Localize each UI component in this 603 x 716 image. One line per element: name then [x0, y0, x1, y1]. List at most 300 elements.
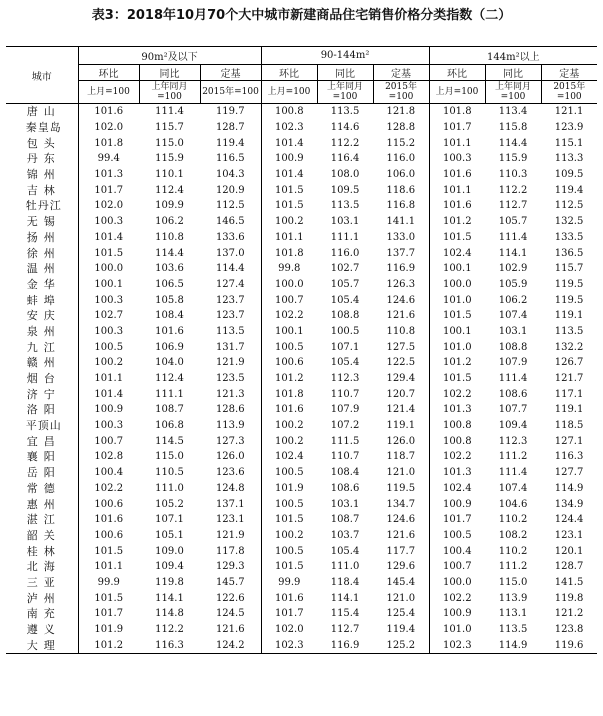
table-row: [6, 402, 597, 418]
index-value: 101.4: [274, 137, 304, 149]
index-value: 109.4: [498, 420, 528, 432]
index-value: 102.7: [330, 263, 360, 275]
index-value: 115.0: [498, 576, 528, 588]
index-value: 107.2: [330, 420, 360, 432]
index-value: 121.9: [200, 528, 261, 544]
table-row: [6, 559, 597, 575]
index-value: 119.5: [554, 278, 584, 290]
index-value: 100.1: [274, 325, 304, 337]
index-value: 119.1: [554, 310, 584, 322]
index-value: 100.3: [94, 420, 124, 432]
index-value: 100.2: [274, 435, 304, 447]
index-value: 113.5: [498, 624, 528, 636]
index-value: 103.1: [330, 216, 360, 228]
index-value: 112.2: [498, 184, 528, 196]
index-value: 137.0: [200, 245, 261, 261]
index-value: 116.8: [373, 198, 429, 214]
index-value: 103.1: [498, 325, 528, 337]
index-value: 132.2: [554, 341, 584, 353]
index-value: 110.3: [498, 169, 528, 181]
index-value: 121.9: [200, 355, 261, 371]
index-value: 115.9: [498, 153, 528, 165]
table-row: [6, 261, 597, 277]
index-value: 115.2: [373, 135, 429, 151]
city-name: 大理: [6, 637, 78, 653]
index-value: 126.3: [373, 277, 429, 293]
index-value: 112.7: [498, 200, 528, 212]
index-value: 109.4: [155, 561, 184, 573]
index-value: 124.5: [200, 606, 261, 622]
index-value: 119.4: [200, 135, 261, 151]
index-value: 110.2: [498, 545, 528, 557]
city-name: 包头: [6, 135, 78, 151]
index-value: 100.0: [442, 576, 472, 588]
index-value: 108.8: [330, 310, 360, 322]
index-value: 119.7: [200, 104, 261, 120]
index-value: 100.1: [442, 263, 472, 275]
table-row: [6, 120, 597, 136]
index-value: 101.7: [94, 184, 124, 196]
index-value: 101.6: [155, 325, 184, 337]
base-header: 上月=100: [261, 81, 317, 104]
city-name: 蚌埠: [6, 292, 78, 308]
metric-header: 环比: [261, 65, 317, 81]
table-body: [6, 104, 597, 654]
index-value: 105.4: [330, 545, 360, 557]
index-value: 111.4: [498, 467, 528, 479]
metric-header: 同比: [139, 65, 200, 81]
index-value: 100.7: [94, 435, 124, 447]
index-value: 113.9: [498, 592, 528, 604]
index-value: 110.2: [498, 514, 528, 526]
index-value: 121.0: [373, 590, 429, 606]
index-value: 117.1: [554, 388, 584, 400]
table-row: [6, 590, 597, 606]
group-header-small: 90m²及以下: [78, 47, 261, 65]
index-value: 127.4: [200, 277, 261, 293]
index-value: 107.4: [498, 482, 528, 494]
table-row: [6, 292, 597, 308]
index-value: 108.4: [330, 467, 360, 479]
index-value: 100.5: [274, 341, 304, 353]
index-value: 108.7: [155, 404, 184, 416]
index-value: 116.3: [155, 639, 184, 651]
index-value: 109.5: [554, 169, 584, 181]
metric-header: 环比: [78, 65, 139, 81]
table-row: [6, 575, 597, 591]
table-row: [6, 339, 597, 355]
index-value: 128.7: [200, 120, 261, 136]
index-value: 113.4: [498, 106, 528, 118]
index-value: 114.6: [330, 122, 360, 134]
index-value: 133.5: [554, 231, 584, 243]
index-value: 102.2: [94, 482, 124, 494]
index-value: 132.5: [554, 216, 584, 228]
index-value: 101.9: [94, 624, 124, 636]
index-value: 114.1: [498, 247, 528, 259]
city-name: 三亚: [6, 575, 78, 591]
index-value: 112.4: [155, 373, 184, 385]
index-value: 112.7: [330, 624, 360, 636]
index-value: 121.6: [373, 528, 429, 544]
base-header: 上月=100: [78, 81, 139, 104]
index-value: 99.9: [97, 576, 120, 588]
index-value: 112.5: [200, 198, 261, 214]
table-row: [6, 622, 597, 638]
index-value: 100.1: [94, 278, 124, 290]
table-row: [6, 135, 597, 151]
index-value: 101.9: [274, 482, 304, 494]
index-value: 123.6: [200, 465, 261, 481]
index-value: 116.9: [373, 261, 429, 277]
index-value: 123.7: [200, 308, 261, 324]
index-value: 112.3: [330, 373, 360, 385]
base-header: 2015年=100: [200, 81, 261, 104]
index-value: 117.7: [373, 543, 429, 559]
index-value: 134.9: [554, 498, 584, 510]
index-value: 105.4: [330, 294, 360, 306]
group-header-large: 144m²以上: [429, 47, 597, 65]
index-value: 110.1: [155, 169, 184, 181]
index-value: 100.3: [94, 294, 124, 306]
index-value: 100.5: [274, 498, 304, 510]
index-value: 137.1: [200, 496, 261, 512]
index-value: 113.5: [554, 325, 584, 337]
index-value: 100.3: [442, 153, 472, 165]
index-value: 108.7: [330, 514, 360, 526]
city-name: 南充: [6, 606, 78, 622]
index-value: 121.7: [554, 373, 584, 385]
index-value: 101.5: [94, 247, 124, 259]
table-row: [6, 433, 597, 449]
city-name: 温州: [6, 261, 78, 277]
index-value: 105.1: [155, 529, 184, 541]
index-value: 99.4: [97, 153, 120, 165]
index-value: 101.4: [274, 169, 304, 181]
index-value: 101.7: [442, 122, 472, 134]
index-value: 124.4: [554, 514, 584, 526]
index-value: 105.2: [155, 498, 184, 510]
index-value: 101.2: [274, 373, 304, 385]
index-value: 133.0: [373, 230, 429, 246]
index-value: 121.1: [554, 106, 584, 118]
city-name: 安庆: [6, 308, 78, 324]
index-value: 108.0: [330, 169, 360, 181]
index-value: 101.7: [274, 608, 304, 620]
index-value: 116.0: [373, 151, 429, 167]
index-value: 101.5: [442, 310, 472, 322]
base-header: 上年同月=100: [317, 81, 373, 104]
index-value: 100.4: [442, 545, 472, 557]
index-value: 116.4: [330, 153, 360, 165]
table-row: [6, 214, 597, 230]
index-value: 145.4: [373, 575, 429, 591]
index-value: 116.9: [330, 639, 360, 651]
index-value: 111.2: [498, 451, 528, 463]
table-row: [6, 637, 597, 653]
index-value: 100.2: [274, 216, 304, 228]
index-value: 145.7: [200, 575, 261, 591]
table-row: [6, 277, 597, 293]
table-row: [6, 449, 597, 465]
index-value: 101.3: [442, 467, 472, 479]
index-value: 102.4: [274, 451, 304, 463]
index-value: 115.0: [155, 451, 184, 463]
index-value: 100.5: [274, 467, 304, 479]
index-value: 106.8: [155, 420, 184, 432]
index-value: 121.3: [200, 386, 261, 402]
metric-header: 同比: [485, 65, 541, 81]
index-value: 108.4: [155, 310, 184, 322]
index-value: 119.5: [373, 481, 429, 497]
index-value: 100.8: [274, 106, 304, 118]
index-value: 141.5: [554, 576, 584, 588]
index-value: 127.7: [554, 467, 584, 479]
index-value: 104.3: [200, 167, 261, 183]
index-value: 128.8: [373, 120, 429, 136]
index-value: 101.5: [94, 545, 124, 557]
index-value: 123.1: [200, 512, 261, 528]
index-value: 114.4: [200, 261, 261, 277]
index-value: 121.0: [373, 465, 429, 481]
city-name: 牡丹江: [6, 198, 78, 214]
index-value: 118.7: [373, 449, 429, 465]
metric-header: 定基: [200, 65, 261, 81]
index-value: 101.5: [274, 561, 304, 573]
city-name: 赣州: [6, 355, 78, 371]
index-value: 112.2: [155, 624, 184, 636]
index-value: 133.6: [200, 230, 261, 246]
index-value: 125.2: [373, 637, 429, 653]
index-value: 119.4: [554, 184, 584, 196]
index-value: 106.9: [155, 341, 184, 353]
index-value: 102.3: [442, 639, 472, 651]
index-value: 108.6: [498, 388, 528, 400]
index-value: 118.4: [330, 576, 360, 588]
index-value: 122.6: [200, 590, 261, 606]
city-name: 襄阳: [6, 449, 78, 465]
table-row: [6, 198, 597, 214]
index-value: 100.5: [94, 341, 124, 353]
city-name: 湛江: [6, 512, 78, 528]
index-value: 101.5: [442, 373, 472, 385]
index-value: 100.0: [442, 278, 472, 290]
index-value: 102.3: [274, 122, 304, 134]
index-value: 100.5: [330, 325, 360, 337]
index-value: 101.6: [442, 200, 472, 212]
index-value: 113.5: [330, 106, 360, 118]
index-value: 120.7: [373, 386, 429, 402]
index-value: 124.6: [373, 292, 429, 308]
index-value: 114.4: [498, 137, 528, 149]
city-name: 韶关: [6, 528, 78, 544]
index-value: 120.9: [200, 182, 261, 198]
index-value: 101.6: [274, 592, 304, 604]
index-value: 110.7: [330, 451, 360, 463]
index-value: 107.1: [155, 514, 184, 526]
city-name: 烟台: [6, 371, 78, 387]
table-row: [6, 418, 597, 434]
index-value: 131.7: [200, 339, 261, 355]
index-value: 115.7: [155, 122, 184, 134]
index-value: 119.4: [373, 622, 429, 638]
index-value: 124.6: [373, 512, 429, 528]
index-value: 110.8: [373, 324, 429, 340]
index-value: 124.8: [200, 481, 261, 497]
index-value: 107.4: [498, 310, 528, 322]
table-row: [6, 543, 597, 559]
table-row: [6, 481, 597, 497]
index-value: 111.5: [330, 435, 360, 447]
index-value: 115.1: [554, 137, 584, 149]
city-name: 平顶山: [6, 418, 78, 434]
city-name: 北海: [6, 559, 78, 575]
index-value: 123.9: [554, 122, 584, 134]
index-value: 114.4: [155, 247, 184, 259]
index-value: 101.6: [94, 514, 124, 526]
table-row: [6, 230, 597, 246]
index-value: 101.5: [442, 231, 472, 243]
city-name: 秦皇岛: [6, 120, 78, 136]
table-row: [6, 371, 597, 387]
index-value: 101.0: [442, 341, 472, 353]
index-value: 108.6: [330, 482, 360, 494]
city-name: 泸州: [6, 590, 78, 606]
index-value: 137.7: [373, 245, 429, 261]
index-value: 100.2: [274, 420, 304, 432]
city-name: 扬州: [6, 230, 78, 246]
index-value: 101.7: [94, 608, 124, 620]
index-value: 110.5: [155, 467, 184, 479]
index-value: 127.1: [554, 435, 584, 447]
index-value: 102.9: [498, 263, 528, 275]
index-value: 101.1: [94, 373, 124, 385]
index-value: 106.2: [155, 216, 184, 228]
index-value: 100.0: [274, 278, 304, 290]
index-value: 121.2: [554, 608, 584, 620]
index-value: 109.9: [155, 200, 184, 212]
index-value: 119.8: [155, 576, 184, 588]
index-value: 119.1: [554, 404, 584, 416]
index-value: 100.5: [274, 545, 304, 557]
index-value: 101.8: [94, 137, 124, 149]
index-value: 109.5: [330, 184, 360, 196]
index-value: 118.5: [554, 420, 584, 432]
index-value: 119.6: [554, 639, 584, 651]
metric-header: 定基: [541, 65, 597, 81]
index-value: 108.8: [498, 341, 528, 353]
index-value: 100.2: [274, 529, 304, 541]
index-value: 100.5: [442, 529, 472, 541]
index-value: 99.9: [278, 576, 301, 588]
index-value: 113.1: [498, 608, 528, 620]
table-row: [6, 308, 597, 324]
index-value: 129.3: [200, 559, 261, 575]
index-value: 125.4: [373, 606, 429, 622]
table-row: [6, 151, 597, 167]
city-name: 岳阳: [6, 465, 78, 481]
city-name: 遵义: [6, 622, 78, 638]
index-value: 105.8: [155, 294, 184, 306]
base-header: 上月=100: [429, 81, 485, 104]
index-value: 112.3: [498, 435, 528, 447]
base-header: 上年同月=100: [139, 81, 200, 104]
index-value: 102.0: [94, 200, 124, 212]
table-row: [6, 245, 597, 261]
index-value: 106.0: [373, 167, 429, 183]
index-value: 105.7: [498, 216, 528, 228]
index-value: 127.5: [373, 339, 429, 355]
index-value: 101.8: [274, 388, 304, 400]
table-row: [6, 512, 597, 528]
index-value: 107.9: [330, 404, 360, 416]
base-header: 2015年=100: [373, 81, 429, 104]
base-header: 2015年=100: [541, 81, 597, 104]
index-value: 118.6: [373, 182, 429, 198]
index-value: 129.6: [373, 559, 429, 575]
city-name: 泉州: [6, 324, 78, 340]
index-value: 117.8: [200, 543, 261, 559]
index-value: 111.4: [498, 231, 528, 243]
index-value: 122.5: [373, 355, 429, 371]
index-value: 100.8: [442, 435, 472, 447]
index-value: 134.7: [373, 496, 429, 512]
table-row: [6, 104, 597, 120]
index-value: 121.6: [373, 308, 429, 324]
price-index-table: [6, 46, 597, 654]
index-value: 107.9: [498, 357, 528, 369]
city-name: 济宁: [6, 386, 78, 402]
city-name: 锦州: [6, 167, 78, 183]
index-value: 111.1: [155, 388, 184, 400]
index-value: 100.9: [94, 404, 124, 416]
index-value: 128.6: [200, 402, 261, 418]
metric-header: 定基: [373, 65, 429, 81]
index-value: 101.4: [94, 388, 124, 400]
index-value: 101.1: [274, 231, 304, 243]
base-header-row: [6, 81, 597, 104]
index-value: 110.7: [330, 388, 360, 400]
index-value: 101.3: [442, 404, 472, 416]
index-value: 115.9: [155, 153, 184, 165]
index-value: 111.4: [498, 373, 528, 385]
table-row: [6, 182, 597, 198]
index-value: 102.0: [94, 122, 124, 134]
table-title: 表3：2018年10月70个大中城市新建商品住宅销售价格分类指数（二）: [91, 8, 512, 23]
index-value: 100.2: [94, 357, 124, 369]
index-value: 100.7: [274, 294, 304, 306]
index-value: 103.7: [330, 529, 360, 541]
index-value: 100.6: [94, 529, 124, 541]
index-value: 109.0: [155, 545, 184, 557]
index-value: 146.5: [200, 214, 261, 230]
index-value: 103.6: [155, 263, 184, 275]
table-row: [6, 167, 597, 183]
index-value: 123.1: [554, 529, 584, 541]
index-value: 101.6: [274, 404, 304, 416]
city-name: 丹东: [6, 151, 78, 167]
index-value: 101.5: [274, 514, 304, 526]
index-value: 112.2: [330, 137, 360, 149]
index-value: 126.7: [554, 357, 584, 369]
city-name: 桂林: [6, 543, 78, 559]
index-value: 116.0: [330, 247, 360, 259]
table-header: [6, 47, 597, 104]
index-value: 136.5: [554, 247, 584, 259]
index-value: 101.6: [442, 169, 472, 181]
index-value: 101.5: [274, 184, 304, 196]
index-value: 119.8: [554, 592, 584, 604]
